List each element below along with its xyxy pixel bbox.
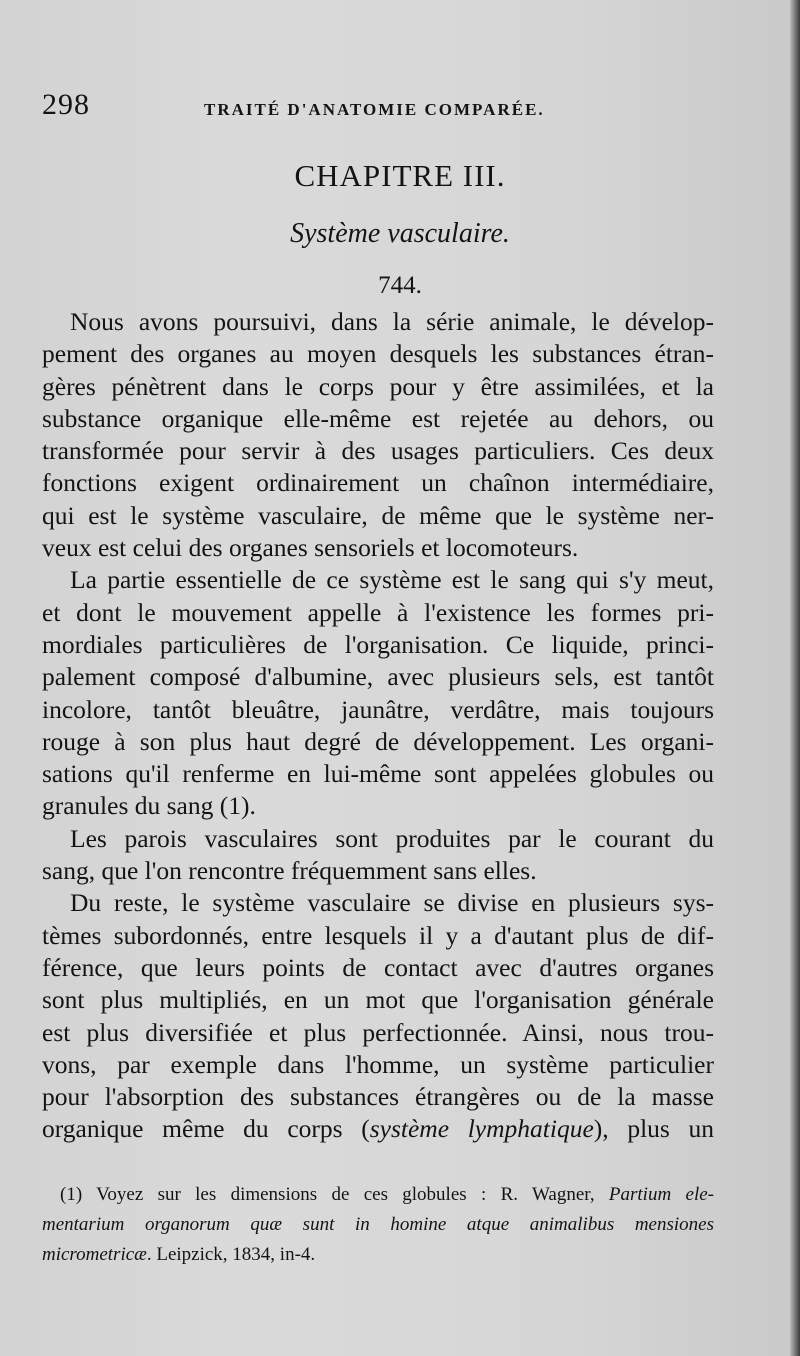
- footnote-text: . Leipzick, 1834, in-4.: [146, 1244, 316, 1265]
- text-line: substance organique elle-même est rejetée au dehors, ou: [42, 403, 714, 433]
- text-line: fonctions exigent ordinairement un chaînon intermédiaire,: [42, 468, 714, 498]
- text-line: férence, que leurs points de contact avec d'autres organes: [42, 952, 714, 982]
- text-line: La partie essentielle de ce système est le sang qui s'y meut,: [70, 565, 714, 595]
- text-line: sont plus multipliés, en un mot que l'organisation générale: [42, 985, 714, 1015]
- text-line: Nous avons poursuivi, dans la série animale, le dévelop-: [70, 307, 714, 336]
- italic-term: système lymphatique: [369, 1114, 594, 1144]
- text-line: Du reste, le système vasculaire se divise en plusieurs sys-: [70, 888, 714, 918]
- text-line: Les parois vasculaires sont produites par le courant du: [70, 823, 714, 853]
- footnote-line: [42, 1180, 714, 1210]
- footnote-italic: Partium ele-: [608, 1184, 714, 1205]
- text-line: vons, par exemple dans l'homme, un système particulier: [42, 1049, 714, 1079]
- text-line: incolore, tantôt bleuâtre, jaunâtre, verdâtre, mais toujours: [42, 694, 714, 724]
- chapter-title: CHAPITRE III.: [294, 158, 506, 193]
- text-line: transformée pour servir à des usages particuliers. Ces deux: [42, 436, 714, 466]
- text-line-last: [42, 1113, 714, 1145]
- text-line: palement composé d'albumine, avec plusieurs sels, est tantôt: [42, 662, 714, 692]
- text-line: qui est le système vasculaire, de même que le système ner-: [42, 500, 714, 530]
- text-line: pement des organes au moyen desquels les substances étran-: [42, 339, 714, 369]
- footnote-line: [42, 1210, 714, 1240]
- footnote: [42, 1180, 714, 1270]
- page-number: 298: [42, 88, 90, 121]
- footnote-italic: micrometricæ: [42, 1244, 147, 1265]
- text-line: mordiales particulières de l'organisation. Ce liquide, princi-: [42, 629, 714, 659]
- text-line: gères pénètrent dans le corps pour y être assimilées, et la: [42, 371, 714, 401]
- text-line: rouge à son plus haut degré de développement. Les organi-: [42, 726, 714, 756]
- text-line: tèmes subordonnés, entre lesquels il y a d'autant plus de dif-: [42, 920, 714, 950]
- body-text: [42, 306, 714, 1146]
- footnote-italic: mentarium organorum quæ sunt in homine atque animalibus mensiones: [42, 1214, 714, 1235]
- footnote-line: [42, 1240, 714, 1270]
- text-line: sations qu'il renferme en lui-même sont appelées globules ou: [42, 759, 714, 789]
- text-line: et dont le mouvement appelle à l'existence les formes pri-: [42, 597, 714, 627]
- paragraph-number: 744.: [378, 272, 422, 299]
- text-line: granules du sang (1).: [42, 791, 256, 821]
- footnote-text: (1) Voyez sur les dimensions de ces globules : R. Wagner,: [60, 1184, 609, 1205]
- text-line: sang, que l'on rencontre fréquemment sans elles.: [42, 856, 537, 886]
- page-edge-shadow: [790, 0, 800, 1356]
- text-segment: organique même du corps (: [42, 1114, 370, 1144]
- text-line: veux est celui des organes sensoriels et locomoteurs.: [42, 533, 579, 563]
- running-title: TRAITÉ D'ANATOMIE COMPARÉE.: [204, 100, 545, 119]
- text-segment: ), plus un: [593, 1114, 714, 1144]
- page-header: [42, 88, 722, 128]
- section-title: Système vasculaire.: [290, 218, 510, 249]
- text-line: pour l'absorption des substances étrangères ou de la masse: [42, 1082, 714, 1112]
- text-line: est plus diversifiée et plus perfectionnée. Ainsi, nous trou-: [42, 1017, 714, 1047]
